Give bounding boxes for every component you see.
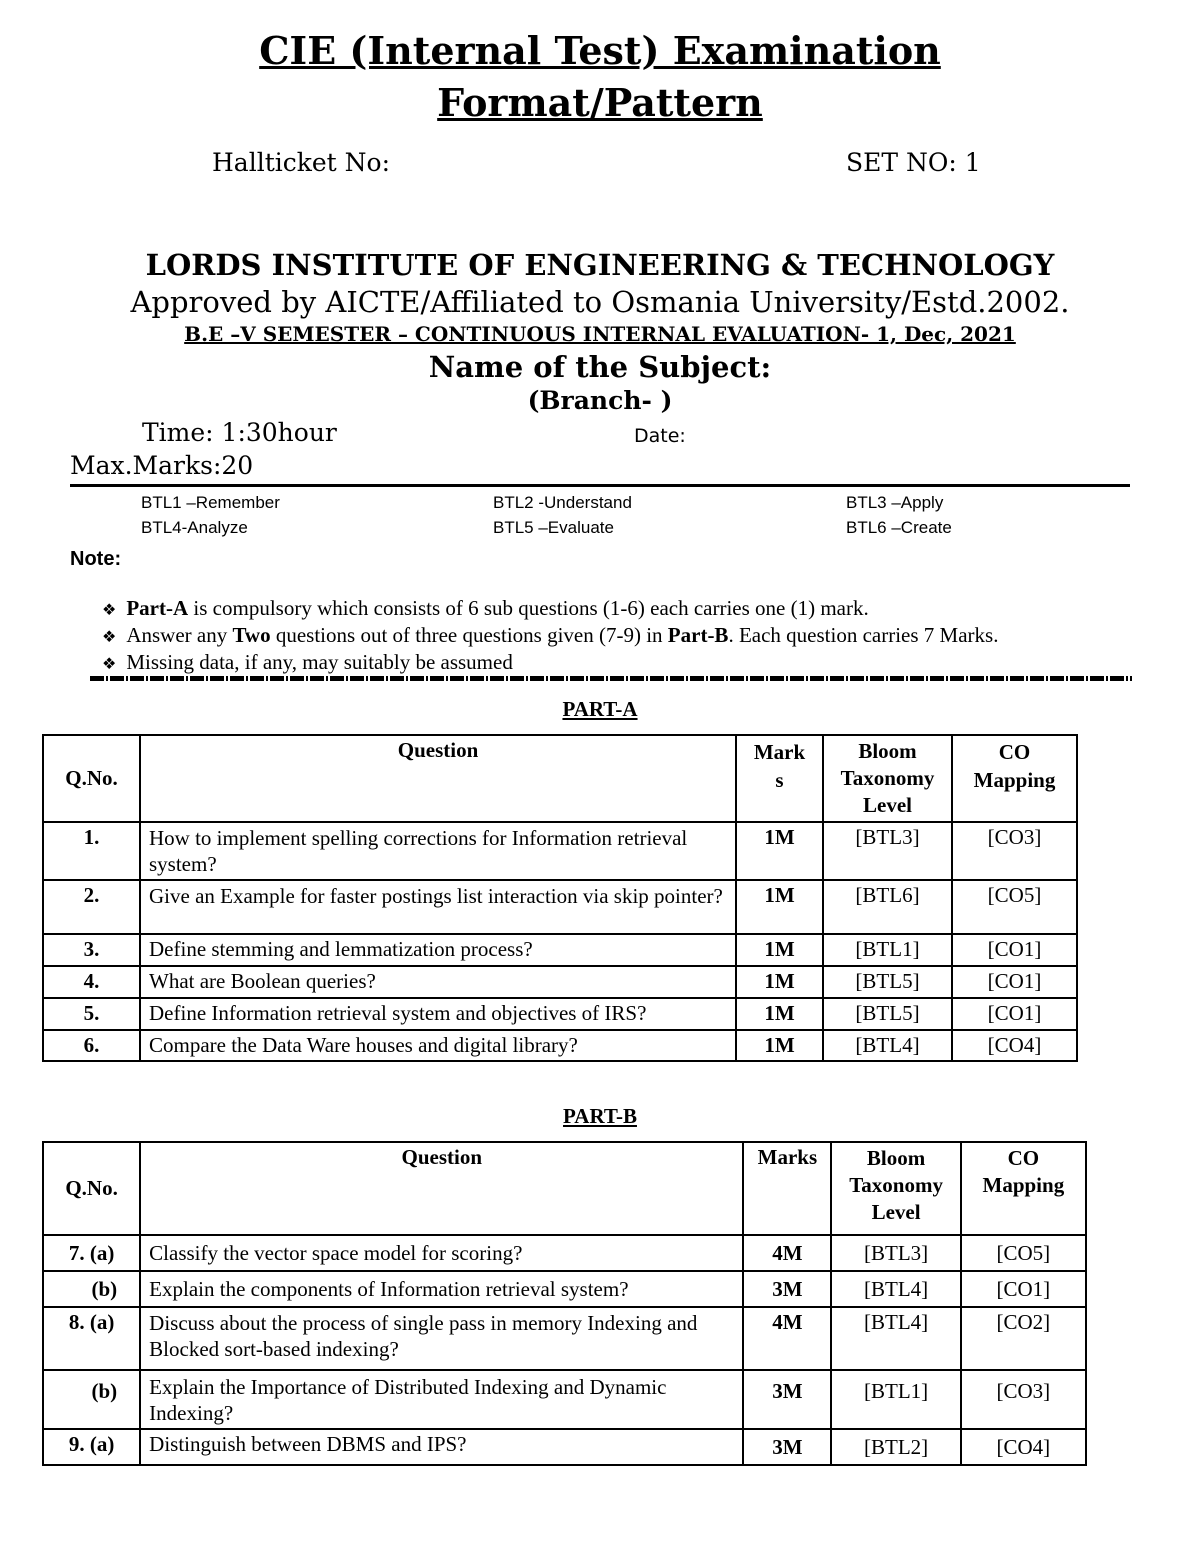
table-row	[43, 966, 1077, 998]
subject-name: Name of the Subject:	[428, 350, 772, 384]
col-question: Question	[140, 1142, 743, 1235]
institute-approval: Approved by AICTE/Affiliated to Osmania University/Estd.2002.	[130, 285, 1070, 319]
set-number: SET NO: 1	[846, 148, 981, 177]
btl-cell: [BTL4]	[823, 1030, 952, 1061]
qno-cell: 2.	[43, 880, 140, 934]
header-divider	[70, 484, 1130, 487]
max-marks: Max.Marks:20	[70, 451, 254, 480]
col-qno: Q.No.	[43, 735, 140, 822]
question-cell: What are Boolean queries?	[140, 966, 736, 998]
col-qno: Q.No.	[43, 1142, 140, 1235]
marks-cell: 1M	[736, 1030, 823, 1061]
qno-cell: 5.	[43, 998, 140, 1030]
dashed-separator	[90, 676, 1132, 681]
qno-cell: 8. (a)	[43, 1307, 140, 1370]
btl-cell: [BTL4]	[831, 1271, 960, 1307]
col-marks: Marks	[743, 1142, 831, 1235]
table-row	[43, 1429, 1086, 1465]
btl-legend-2: BTL2 -Understand	[493, 493, 632, 512]
co-cell: [CO3]	[961, 1370, 1086, 1429]
diamond-bullet-icon: ❖	[102, 627, 117, 646]
question-cell: Distinguish between DBMS and IPS?	[140, 1429, 743, 1465]
btl-cell: [BTL6]	[823, 880, 952, 934]
part-b-header-row	[43, 1142, 1086, 1235]
question-cell: Explain the components of Information retrieval system?	[140, 1271, 743, 1307]
btl-cell: [BTL3]	[831, 1235, 960, 1271]
btl-cell: [BTL4]	[831, 1307, 960, 1370]
marks-cell: 3M	[743, 1370, 831, 1429]
part-b-heading: PART-B	[563, 1104, 637, 1128]
table-row	[43, 880, 1077, 934]
qno-cell: 4.	[43, 966, 140, 998]
exam-description: B.E –V SEMESTER – CONTINUOUS INTERNAL EVALUATION- 1, Dec, 2021	[184, 322, 1016, 346]
marks-cell: 1M	[736, 822, 823, 880]
note-item-3: ❖ Missing data, if any, may suitably be assumed	[102, 650, 513, 674]
table-row	[43, 1235, 1086, 1271]
marks-cell: 3M	[743, 1429, 831, 1465]
qno-cell: 7. (a)	[43, 1235, 140, 1271]
col-question: Question	[140, 735, 736, 822]
branch-label: (Branch- )	[527, 386, 673, 415]
part-a-table	[42, 734, 1078, 1062]
btl-cell: [BTL5]	[823, 966, 952, 998]
institute-name: LORDS INSTITUTE OF ENGINEERING & TECHNOLOGY	[145, 248, 1055, 282]
btl-cell: [BTL1]	[831, 1370, 960, 1429]
btl-legend-6: BTL6 –Create	[846, 518, 952, 537]
marks-cell: 1M	[736, 998, 823, 1030]
note-heading: Note:	[70, 548, 122, 570]
col-co: CO Mapping	[961, 1142, 1086, 1235]
table-row	[43, 1271, 1086, 1307]
note-item-2: ❖ Answer any Two questions out of three questions given (7-9) in Part-B. Each question carries 7 Marks.	[102, 623, 999, 647]
co-cell: [CO1]	[952, 998, 1077, 1030]
part-a-heading: PART-A	[562, 697, 638, 721]
co-cell: [CO1]	[952, 966, 1077, 998]
qno-cell: 9. (a)	[43, 1429, 140, 1465]
marks-cell: 3M	[743, 1271, 831, 1307]
btl-legend-1: BTL1 –Remember	[141, 493, 280, 512]
table-row	[43, 1370, 1086, 1429]
col-marks: Mark s	[736, 735, 823, 822]
question-cell: Classify the vector space model for scoring?	[140, 1235, 743, 1271]
co-cell: [CO1]	[952, 934, 1077, 966]
document-title-line1: CIE (Internal Test) Examination	[259, 28, 941, 73]
btl-cell: [BTL1]	[823, 934, 952, 966]
co-cell: [CO4]	[961, 1429, 1086, 1465]
qno-cell: (b)	[43, 1370, 140, 1429]
btl-legend-4: BTL4-Analyze	[141, 518, 248, 537]
col-bloom: Bloom Taxonomy Level	[831, 1142, 960, 1235]
qno-cell: 1.	[43, 822, 140, 880]
marks-cell: 1M	[736, 966, 823, 998]
marks-cell: 4M	[743, 1307, 831, 1370]
co-cell: [CO3]	[952, 822, 1077, 880]
question-cell: Define Information retrieval system and objectives of IRS?	[140, 998, 736, 1030]
btl-legend-3: BTL3 –Apply	[846, 493, 944, 512]
exam-time: Time: 1:30hour	[142, 418, 337, 447]
hallticket-label: Hallticket No:	[212, 148, 391, 177]
part-a-header-row	[43, 735, 1077, 822]
btl-cell: [BTL5]	[823, 998, 952, 1030]
table-row	[43, 998, 1077, 1030]
note-item-1: ❖ Part-A is compulsory which consists of 6 sub questions (1-6) each carries one (1) mark.	[102, 596, 869, 620]
question-cell: Discuss about the process of single pass in memory Indexing and Blocked sort-based indexing?	[140, 1307, 743, 1370]
co-cell: [CO5]	[961, 1235, 1086, 1271]
qno-cell: 6.	[43, 1030, 140, 1061]
co-cell: [CO2]	[961, 1307, 1086, 1370]
qno-cell: 3.	[43, 934, 140, 966]
col-bloom: Bloom Taxonomy Level	[823, 735, 952, 822]
btl-cell: [BTL2]	[831, 1429, 960, 1465]
part-b-table	[42, 1141, 1087, 1466]
document-title-line2: Format/Pattern	[437, 80, 763, 125]
co-cell: [CO5]	[952, 880, 1077, 934]
diamond-bullet-icon: ❖	[102, 654, 117, 673]
table-row	[43, 1030, 1077, 1061]
table-row	[43, 1307, 1086, 1370]
marks-cell: 1M	[736, 934, 823, 966]
marks-cell: 1M	[736, 880, 823, 934]
question-cell: How to implement spelling corrections for Information retrieval system?	[140, 822, 736, 880]
marks-cell: 4M	[743, 1235, 831, 1271]
co-cell: [CO1]	[961, 1271, 1086, 1307]
question-cell: Explain the Importance of Distributed Indexing and Dynamic Indexing?	[140, 1370, 743, 1429]
btl-legend-5: BTL5 –Evaluate	[493, 518, 614, 537]
diamond-bullet-icon: ❖	[102, 600, 117, 619]
table-row	[43, 822, 1077, 880]
question-cell: Define stemming and lemmatization process?	[140, 934, 736, 966]
col-co: CO Mapping	[952, 735, 1077, 822]
question-cell: Compare the Data Ware houses and digital library?	[140, 1030, 736, 1061]
qno-cell: (b)	[43, 1271, 140, 1307]
table-row	[43, 934, 1077, 966]
co-cell: [CO4]	[952, 1030, 1077, 1061]
btl-cell: [BTL3]	[823, 822, 952, 880]
exam-date: Date:	[634, 425, 686, 447]
question-cell: Give an Example for faster postings list interaction via skip pointer?	[140, 880, 736, 934]
